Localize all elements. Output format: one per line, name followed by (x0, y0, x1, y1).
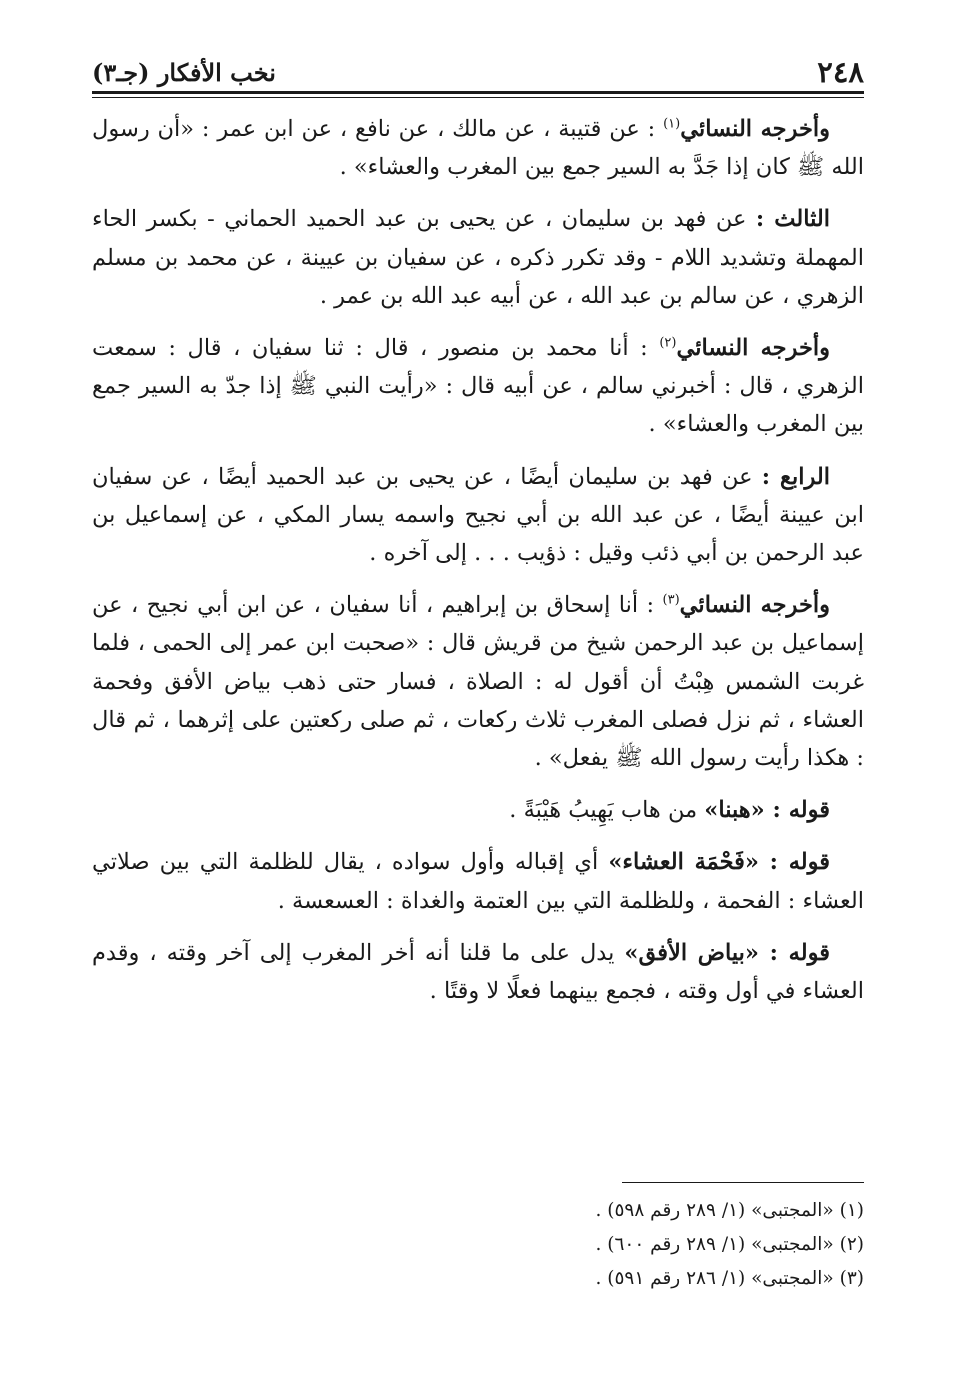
paragraph-lead: الثالث : (755, 206, 831, 233)
footnotes (92, 1194, 864, 1296)
paragraph-lead: وأخرجه النسائي (680, 116, 830, 142)
footnote: (٣) «المجتبى» (١/ ٢٨٦ رقم ٥٩١) . (595, 1268, 864, 1289)
page-number: ٢٤٨ (817, 55, 864, 89)
body-text (92, 110, 864, 1024)
paragraph-text: : أنا محمد بن منصور ، قال : ثنا سفيان ، قال : سمعت الزهري ، قال : أخبرني سالم ، عن أبيه قال : «رأيت النبي ﷺ إذا جدّ به السير جمع بين المغرب والعشاء» . (92, 335, 864, 438)
paragraph-text: : عن قتيبة ، عن مالك ، عن نافع ، عن ابن عمر : «أن رسول الله ﷺ كان إذا جَدَّ به السير جمع بين المغرب والعشاء» . (92, 116, 864, 181)
footnote-reference: (٣) (662, 592, 680, 608)
footnote-reference: (٢) (659, 335, 677, 351)
paragraph-lead: قوله : «بياض الأفق» (624, 939, 830, 966)
paragraph-lead: قوله : «هبنا» (704, 797, 830, 824)
paragraph-text: : أنا إسحاق بن إبراهيم ، أنا سفيان ، عن ابن أبي نجيح ، عن إسماعيل بن عبد الرحمن شيخ من قريش قال : «صحبت ابن عمر إلى الحمى ، فلما غربت الشمس هِبْتُ أن أقول له : الصلاة ، فسار حتى ذهب بياض الأفق وفحمة العشاء ، ثم نزل فصلى المغرب ثلاث ركعات ، ثم صلى ركعتين على إثرهما ، ثم قال : هكذا رأيت رسول الله ﷺ يفعل» . (92, 592, 864, 772)
paragraph-text: عن فهد بن سليمان ، عن يحيى بن عبد الحميد الحماني - بكسر الحاء المهملة وتشديد اللام - وقد تكرر ذكره ، عن سفيان بن عيينة ، عن محمد بن مسلم الزهري ، عن سالم بن عبد الله ، عن أبيه عبد الله بن عمر . (92, 206, 864, 309)
footnote-reference: (١) (663, 116, 681, 132)
paragraph-text: عن فهد بن سليمان أيضًا ، عن يحيى بن عبد الحميد أيضًا ، عن سفيان ابن عيينة أيضًا ، عن عبد الله بن أبي نجيح واسمه يسار المكي ، عن إسماعيل بن عبد الرحمن بن أبي ذئب وقيل : ذؤيب . . . إلى آخره . (92, 463, 864, 567)
paragraph-lead: وأخرجه النسائي (679, 592, 830, 619)
paragraph-lead: الرابع : (761, 463, 830, 490)
footnote: (١) «المجتبى» (١/ ٢٨٩ رقم ٥٩٨) . (595, 1200, 864, 1221)
paragraph-text: من هاب يَهِيبُ هَيْبَةً . (509, 797, 705, 824)
paragraph (92, 329, 864, 444)
header-rule-thick (92, 91, 864, 94)
footnote-separator (622, 1182, 864, 1183)
running-title: نخب الأفكار (جـ٣) (92, 57, 276, 87)
page-header (92, 52, 864, 92)
paragraph (92, 200, 864, 315)
paragraph (92, 843, 864, 919)
paragraph (92, 586, 864, 777)
footnote: (٢) «المجتبى» (١/ ٢٨٩ رقم ٦٠٠) . (595, 1234, 864, 1255)
paragraph (92, 458, 864, 573)
paragraph-text: أي إقباله وأول سواده ، يقال للظلمة التي بين صلاتي العشاء : الفحمة ، وللظلمة التي بين العتمة والغداة : العسعسة . (92, 849, 864, 914)
header-rule-thin (92, 97, 864, 98)
paragraph (92, 110, 864, 186)
paragraph-lead: قوله : «فَحْمَة العشاء» (608, 849, 830, 876)
paragraph-text: يدل على ما قلنا أنه أخر المغرب إلى آخر وقته ، وقدم العشاء في أول وقته ، فجمع بينهما فعلًا لا وقتًا . (92, 939, 864, 1005)
paragraph (92, 791, 864, 829)
paragraph (92, 934, 864, 1010)
paragraph-lead: وأخرجه النسائي (676, 335, 830, 362)
